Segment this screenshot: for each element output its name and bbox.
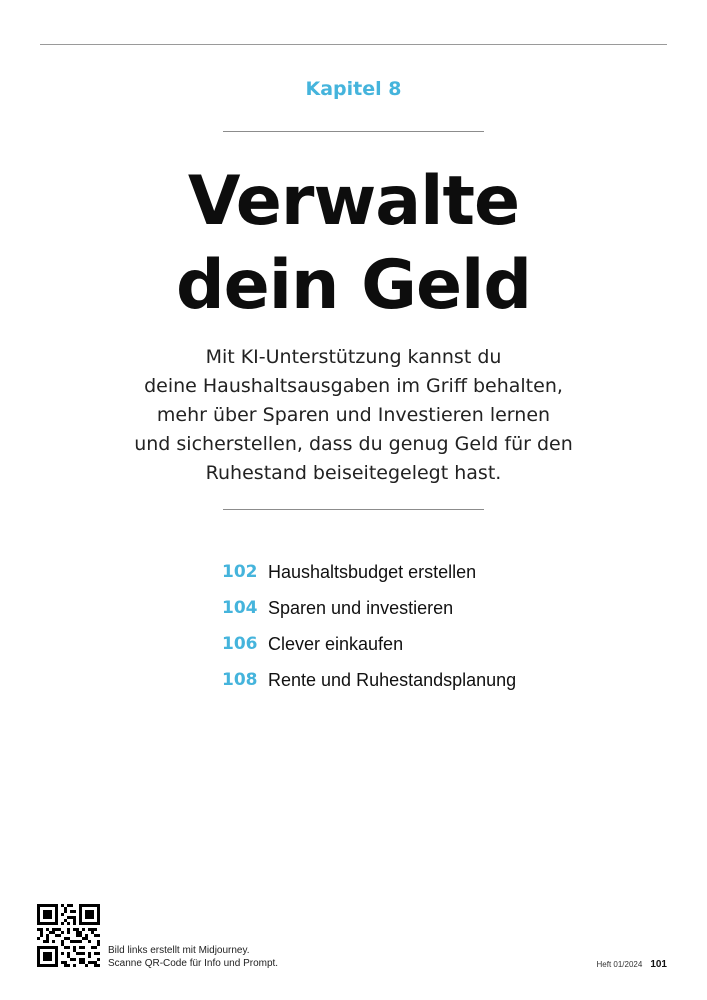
page-number: 101 (650, 959, 667, 970)
issue-label: Heft 01/2024 (596, 960, 643, 969)
toc-page-number: 104 (222, 598, 258, 618)
page-footer (597, 959, 668, 970)
toc-label: Haushaltsbudget erstellen (268, 561, 477, 582)
title-line-1: Verwalte (187, 162, 520, 241)
toc-page-number: 106 (222, 634, 258, 654)
chapter-divider (223, 131, 484, 132)
intro-line: mehr über Sparen und Investieren lernen (156, 404, 551, 426)
toc-item-rente[interactable] (222, 662, 516, 698)
intro-line: deine Haushaltsausgaben im Griff behalten, (144, 375, 563, 397)
title-line-2: dein Geld (175, 246, 532, 325)
toc-item-budget[interactable] (222, 554, 516, 590)
credit-line-1: Bild links erstellt mit Midjourney. (108, 945, 250, 956)
toc-label: Sparen und investieren (268, 597, 454, 618)
credit-line-2: Scanne QR-Code für Info und Prompt. (108, 958, 279, 969)
toc-page-number: 108 (222, 670, 258, 690)
intro-line: Mit KI-Unterstützung kannst du (205, 346, 502, 368)
top-divider (40, 44, 667, 45)
toc-label: Clever einkaufen (268, 633, 404, 654)
intro-paragraph (110, 343, 597, 488)
intro-line: und sicherstellen, dass du genug Geld für den (134, 433, 573, 455)
page-title (0, 160, 707, 328)
intro-line: Ruhestand beiseitegelegt hast. (205, 462, 502, 484)
toc-item-sparen[interactable] (222, 590, 516, 626)
table-of-contents (222, 554, 516, 698)
toc-page-number: 102 (222, 562, 258, 582)
toc-item-einkaufen[interactable] (222, 626, 516, 662)
chapter-label: Kapitel 8 (305, 78, 402, 100)
qr-code-icon[interactable] (37, 904, 100, 967)
intro-divider (223, 509, 484, 510)
toc-label: Rente und Ruhestandsplanung (268, 669, 517, 690)
image-credit (108, 944, 278, 970)
